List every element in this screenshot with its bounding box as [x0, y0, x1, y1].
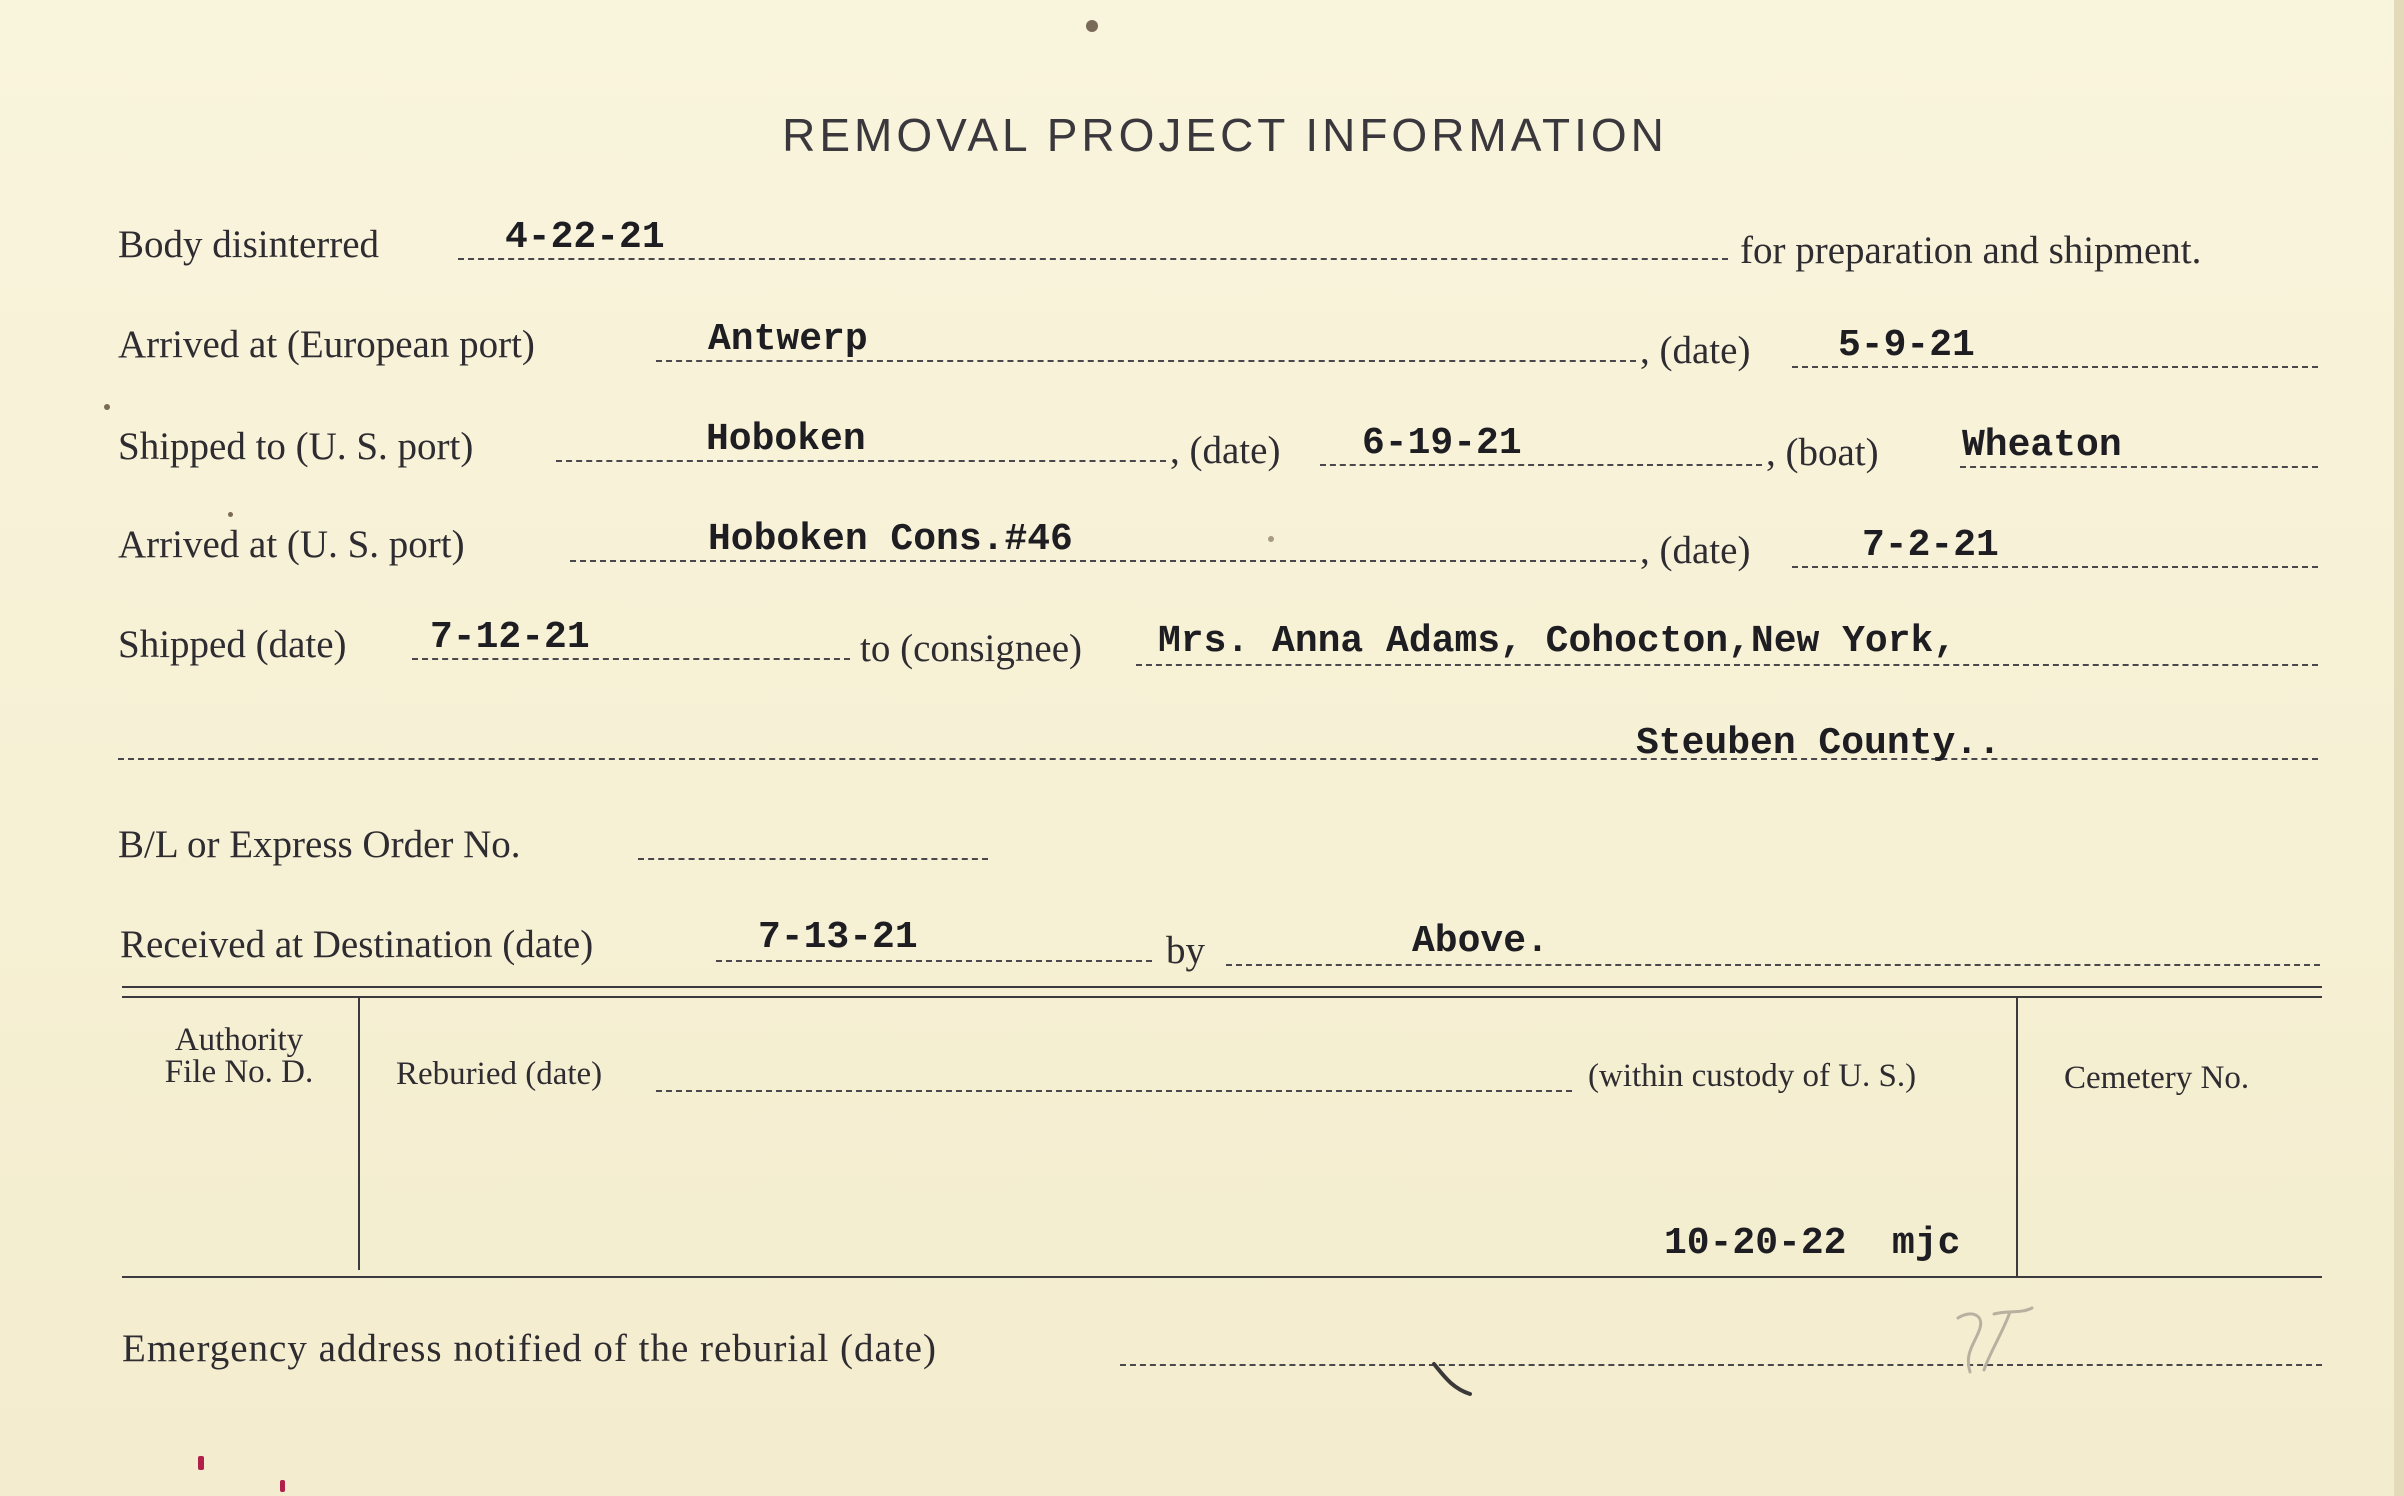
by-value: Above. [1412, 920, 1549, 963]
table-divider-right [2016, 998, 2018, 1278]
custody-label: (within custody of U. S.) [1588, 1058, 1917, 1094]
handwritten-mark [1950, 1300, 2040, 1380]
boat-value: Wheaton [1962, 424, 2122, 467]
ink-speck [280, 1480, 285, 1492]
us-port-shipped-value: Hoboken [706, 418, 866, 461]
shipped-date-value: 6-19-21 [1362, 422, 1522, 465]
us-port-arrived-value: Hoboken Cons.#46 [708, 518, 1073, 561]
emergency-address-label: Emergency address notified of the reburial (date) [122, 1327, 937, 1370]
bl-order-label: B/L or Express Order No. [118, 823, 521, 866]
authority-file-label [130, 1024, 348, 1088]
us-port-arrived-label: Arrived at (U. S. port) [118, 523, 465, 566]
paper-speck [1268, 536, 1274, 542]
emergency-address-line [1120, 1364, 2322, 1366]
arrived-date-value: 7-2-21 [1862, 524, 1999, 567]
european-port-label: Arrived at (European port) [118, 323, 535, 366]
card-title: REMOVAL PROJECT INFORMATION [782, 109, 1668, 161]
consignee-line [1136, 664, 2318, 666]
arrived-date-label: , (date) [1640, 529, 1751, 572]
received-date-line [716, 960, 1152, 962]
received-date-value: 7-13-21 [758, 916, 918, 959]
european-date-value: 5-9-21 [1838, 324, 1975, 367]
consignee-cont-value: Steuben County.. [1636, 722, 2001, 765]
authority-line-1: Authority [174, 1022, 304, 1058]
authority-line-2: File No. D. [164, 1054, 314, 1090]
us-port-shipped-label: Shipped to (U. S. port) [118, 425, 474, 468]
reburial-stamp: 10-20-22 mjc [1664, 1222, 1961, 1265]
consignee-value: Mrs. Anna Adams, Cohocton,New York, [1158, 620, 1957, 663]
paper-speck [228, 512, 233, 517]
table-bottom-rule [122, 1276, 2322, 1278]
european-date-label: , (date) [1640, 329, 1751, 372]
ink-speck [198, 1456, 204, 1470]
by-label: by [1166, 929, 1205, 972]
ink-smudge [1430, 1358, 1480, 1398]
boat-label: , (boat) [1766, 431, 1879, 474]
paper-speck [1086, 20, 1098, 32]
shipped-date2-label: Shipped (date) [118, 623, 347, 666]
bl-order-line [638, 858, 988, 860]
shipped-date-label: , (date) [1170, 429, 1281, 472]
table-top-rule-2 [122, 996, 2322, 998]
table-top-rule [122, 986, 2322, 988]
paper-speck [104, 404, 110, 410]
reburied-line [656, 1090, 1572, 1092]
received-destination-label: Received at Destination (date) [120, 923, 594, 966]
shipment-suffix: for preparation and shipment. [1740, 229, 2202, 272]
consignee-label: to (consignee) [860, 627, 1083, 670]
card-edge [2394, 0, 2404, 1496]
table-divider-left [358, 998, 360, 1270]
by-line [1226, 964, 2320, 966]
body-disinterred-value: 4-22-21 [505, 216, 665, 259]
reburied-label: Reburied (date) [396, 1056, 603, 1092]
shipped-date2-value: 7-12-21 [430, 616, 590, 659]
body-disinterred-label: Body disinterred [118, 223, 380, 266]
european-port-value: Antwerp [708, 318, 868, 361]
cemetery-no-label: Cemetery No. [2064, 1060, 2250, 1096]
